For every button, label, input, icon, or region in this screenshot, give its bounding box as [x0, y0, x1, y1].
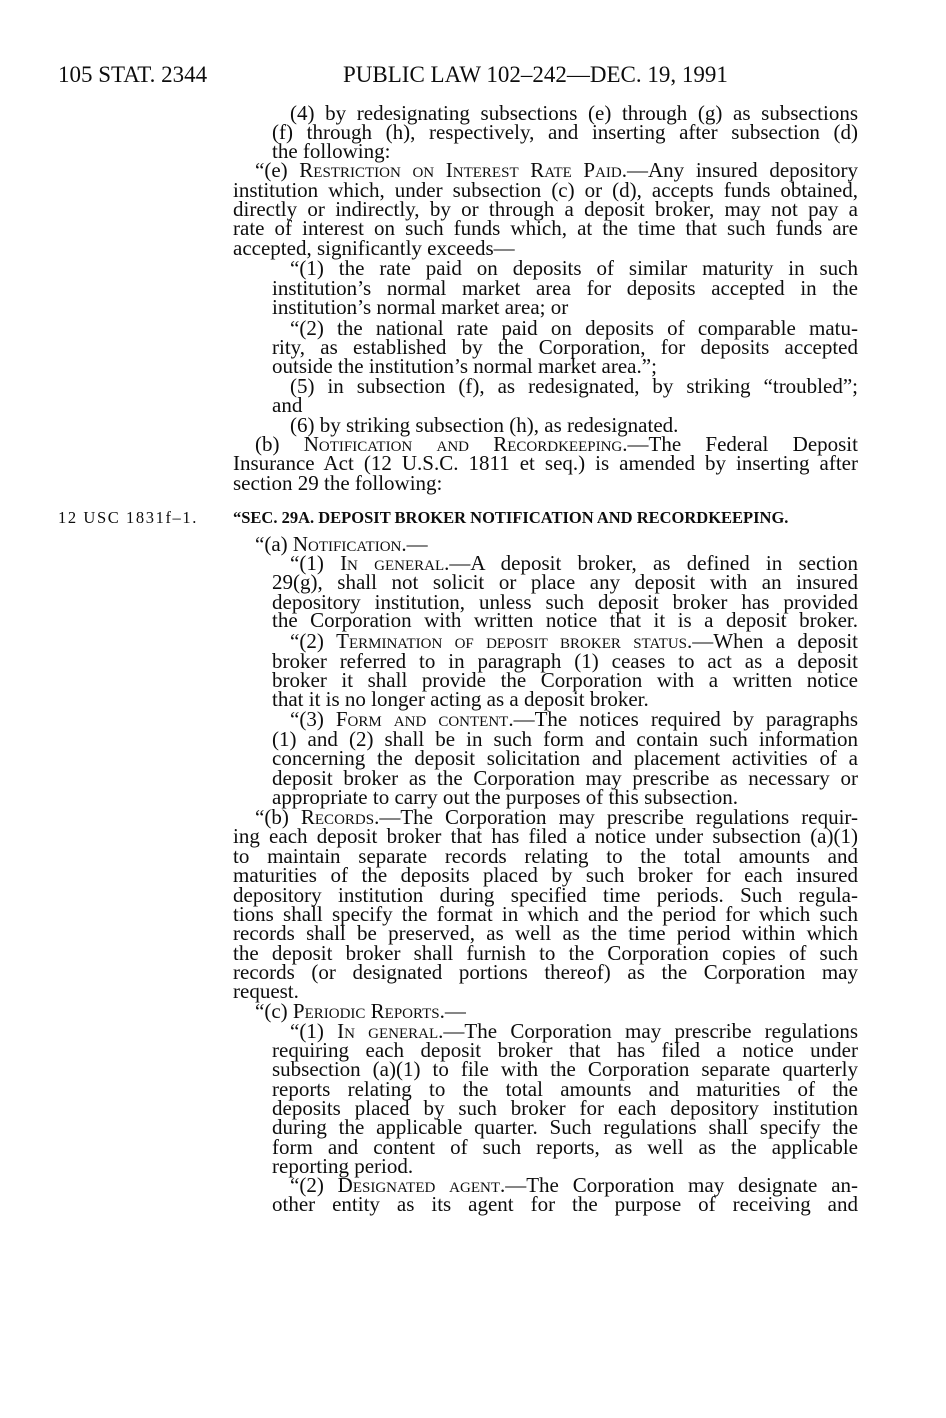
text-line: that it is no longer acting as a deposit broker.	[272, 687, 649, 711]
line-text: .—The notices required by paragraphs	[508, 707, 859, 731]
run-in-heading: Restriction on Interest Rate Paid	[299, 158, 622, 182]
text-line: directly or indirectly, by or through a deposit broker, may not pay a	[233, 197, 858, 221]
text-line: “(1) the rate paid on deposits of similar maturity in such	[290, 256, 858, 280]
enumerator: “(c)	[255, 999, 293, 1023]
text-line: the Corporation with written notice that it is a deposit broker.	[272, 608, 858, 632]
enumerator: “(3)	[290, 707, 336, 731]
enumerator: “(e)	[255, 158, 300, 182]
text-line: outside the institution’s normal market area.”;	[272, 354, 657, 378]
text-line: (6) by striking subsection (h), as redesignated.	[290, 413, 679, 437]
line-text: .—A deposit broker, as defined in section	[444, 551, 858, 575]
text-line: reports relating to the total amounts and maturities of the	[272, 1077, 858, 1101]
text-line: (4) by redesignating subsections (e) through (g) as subsections	[290, 101, 858, 125]
text-line: depository institution during specified time periods. Such regula-	[233, 883, 858, 907]
line-text: .—	[439, 999, 466, 1023]
text-line: records shall be preserved, as well as the time period within which	[233, 921, 858, 945]
enumerator: “(1)	[290, 551, 341, 575]
line-text: .—The Corporation may designate an-	[499, 1173, 859, 1197]
run-in-heading: Notification	[292, 532, 402, 556]
enumerator: “(1)	[290, 1019, 338, 1043]
text-line: rate of interest on such funds which, at the time that such funds are	[233, 216, 858, 240]
running-head: PUBLIC LAW 102–242—DEC. 19, 1991	[343, 62, 728, 87]
text-line: institution’s normal market area for deposits accepted in the	[272, 276, 858, 300]
run-in-heading: In general	[340, 551, 445, 575]
text-line: section 29 the following:	[233, 471, 443, 495]
enumerator: (b)	[255, 432, 304, 456]
enumerator: “(2)	[290, 629, 337, 653]
run-in-heading: Records	[300, 805, 375, 829]
text-line: (f) through (h), respectively, and inserting after subsection (d)	[272, 120, 858, 144]
enumerator: “(b)	[255, 805, 301, 829]
text-line: reporting period.	[272, 1154, 414, 1178]
line-text: .—The Corporation may prescribe regulations	[438, 1019, 858, 1043]
text-line: and	[272, 393, 303, 417]
line-text: .—When a deposit	[687, 629, 859, 653]
section-heading: “SEC. 29A. DEPOSIT BROKER NOTIFICATION AND RECORDKEEPING.	[233, 508, 789, 527]
line-text: .—The Corporation may prescribe regulations requir-	[374, 805, 858, 829]
line-text: .—	[401, 532, 428, 556]
margin-citation: 12 USC 1831f–1.	[58, 508, 198, 527]
text-line: institution’s normal market area; or	[272, 295, 569, 319]
text-line: broker referred to in paragraph (1) ceases to act as a deposit	[272, 649, 858, 673]
text-line: 29(g), shall not solicit or place any deposit with an insured	[272, 570, 858, 594]
text-line: appropriate to carry out the purposes of this subsection.	[272, 785, 738, 809]
text-line: institution which, under subsection (c) or (d), accepts funds obtained,	[233, 178, 858, 202]
text-line: accepted, significantly exceeds—	[233, 236, 515, 260]
text-line: records (or designated portions thereof) as the Corporation may	[233, 960, 858, 984]
text-line: Insurance Act (12 U.S.C. 1811 et seq.) is amended by inserting after	[233, 451, 858, 475]
text-line: deposit broker as the Corporation may prescribe as necessary or	[272, 766, 858, 790]
text-line: broker it shall provide the Corporation with a written notice	[272, 668, 858, 692]
page-reference: 105 STAT. 2344	[58, 62, 208, 87]
text-line: (5) in subsection (f), as redesignated, by striking “troubled”;	[290, 374, 858, 398]
text-line: maturities of the deposits placed by such broker for each insured	[233, 863, 858, 887]
run-in-heading: Termination of deposit broker status	[336, 629, 688, 653]
text-line: ing each deposit broker that has filed a notice under subsection (a)(1)	[233, 824, 858, 848]
text-line: form and content of such reports, as well as the applicable	[272, 1135, 858, 1159]
run-in-heading: Periodic Reports	[292, 999, 440, 1023]
text-line: “(2) the national rate paid on deposits of comparable matu-	[290, 316, 858, 340]
text-line: rity, as established by the Corporation, for deposits accepted	[272, 335, 858, 359]
text-line: tions shall specify the format in which and the period for which such	[233, 902, 858, 926]
text-line: during the applicable quarter. Such regulations shall specify the	[272, 1115, 858, 1139]
text-line: (1) and (2) shall be in such form and contain such information	[272, 727, 858, 751]
enumerator: “(2)	[290, 1173, 338, 1197]
text-line: the deposit broker shall furnish to the Corporation copies of such	[233, 941, 858, 965]
line-text: .—Any insured depository	[621, 158, 858, 182]
text-line: subsection (a)(1) to file with the Corporation separate quarterly	[272, 1057, 858, 1081]
run-in-heading: In general	[337, 1019, 439, 1043]
text-line: depository institution, unless such deposit broker has provided	[272, 590, 858, 614]
run-in-heading: Form and content	[335, 707, 509, 731]
text-line: requiring each deposit broker that has filed a notice under	[272, 1038, 858, 1062]
text-line: to maintain separate records relating to the total amounts and	[233, 844, 858, 868]
text-line: concerning the deposit solicitation and placement activities of a	[272, 746, 858, 770]
text-line: other entity as its agent for the purpose of receiving and	[272, 1192, 858, 1216]
text-line: the following:	[272, 139, 391, 163]
enumerator: “(a)	[255, 532, 293, 556]
run-in-heading: Notification and Recordkeeping	[303, 432, 623, 456]
line-text: .—The Federal Deposit	[622, 432, 858, 456]
run-in-heading: Designated agent	[337, 1173, 500, 1197]
text-line: request.	[233, 979, 299, 1003]
text-line: deposits placed by such broker for each depository institution	[272, 1096, 858, 1120]
